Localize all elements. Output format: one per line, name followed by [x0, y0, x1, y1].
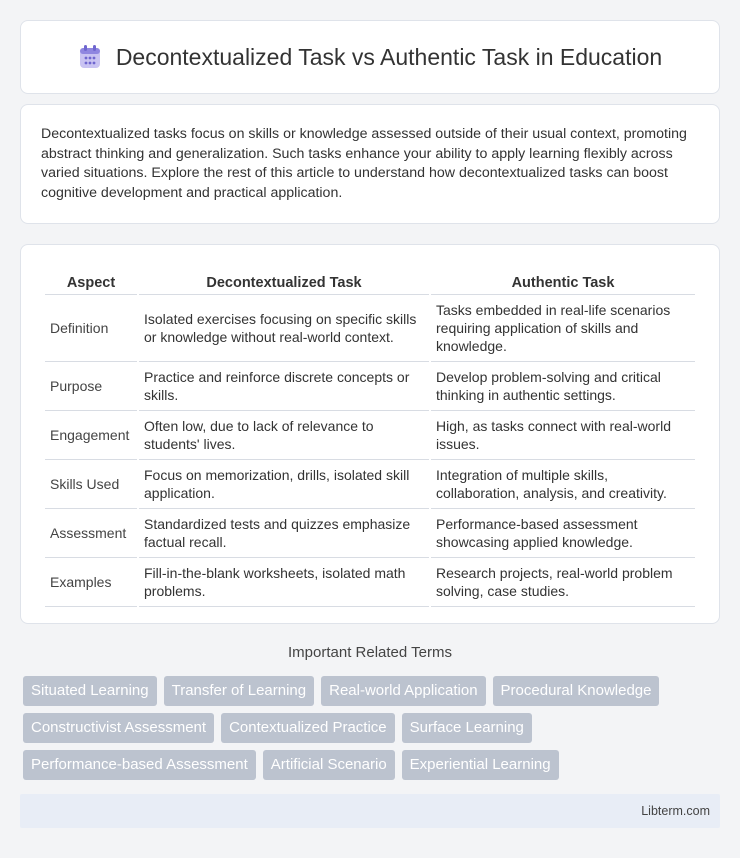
- row-authentic: High, as tasks connect with real-world issues.: [431, 411, 695, 460]
- row-decontextualized: Often low, due to lack of relevance to students' lives.: [139, 411, 429, 460]
- footer: [20, 794, 720, 828]
- comparison-table: [43, 265, 697, 607]
- tag-row: [23, 713, 723, 743]
- table-row: [45, 558, 695, 607]
- tag-row: [23, 676, 723, 706]
- header-card: [20, 20, 720, 94]
- tag-contextualized-practice[interactable]: Contextualized Practice: [221, 713, 395, 743]
- row-decontextualized: Practice and reinforce discrete concepts or skills.: [139, 362, 429, 411]
- tag-artificial-scenario[interactable]: Artificial Scenario: [263, 750, 395, 780]
- tag-procedural-knowledge[interactable]: Procedural Knowledge: [493, 676, 660, 706]
- row-decontextualized: Focus on memorization, drills, isolated skill application.: [139, 460, 429, 509]
- tag-row: [23, 750, 723, 780]
- footer-site-link[interactable]: Libterm.com: [641, 804, 710, 818]
- table-row: [45, 411, 695, 460]
- table-row: [45, 460, 695, 509]
- table-row: [45, 362, 695, 411]
- row-aspect: Purpose: [45, 362, 137, 411]
- table-row: [45, 509, 695, 558]
- row-aspect: Skills Used: [45, 460, 137, 509]
- row-aspect: Assessment: [45, 509, 137, 558]
- row-aspect: Engagement: [45, 411, 137, 460]
- row-authentic: Integration of multiple skills, collaboration, analysis, and creativity.: [431, 460, 695, 509]
- row-decontextualized: Fill-in-the-blank worksheets, isolated math problems.: [139, 558, 429, 607]
- tag-constructivist-assessment[interactable]: Constructivist Assessment: [23, 713, 214, 743]
- row-authentic: Develop problem-solving and critical thinking in authentic settings.: [431, 362, 695, 411]
- row-authentic: Tasks embedded in real-life scenarios requiring application of skills and knowledge.: [431, 295, 695, 362]
- tag-situated-learning[interactable]: Situated Learning: [23, 676, 157, 706]
- calendar-grid-icon: [78, 44, 102, 70]
- header-decontextualized: Decontextualized Task: [139, 265, 429, 295]
- tag-experiential-learning[interactable]: Experiential Learning: [402, 750, 559, 780]
- tag-performance-based-assessment[interactable]: Performance-based Assessment: [23, 750, 256, 780]
- tag-real-world-application[interactable]: Real-world Application: [321, 676, 485, 706]
- intro-card: [20, 104, 720, 224]
- header-aspect: Aspect: [45, 265, 137, 295]
- tag-transfer-of-learning[interactable]: Transfer of Learning: [164, 676, 315, 706]
- header-authentic: Authentic Task: [431, 265, 695, 295]
- table-header-row: [45, 265, 695, 295]
- row-aspect: Examples: [45, 558, 137, 607]
- tag-surface-learning[interactable]: Surface Learning: [402, 713, 532, 743]
- row-aspect: Definition: [45, 295, 137, 362]
- row-decontextualized: Standardized tests and quizzes emphasize factual recall.: [139, 509, 429, 558]
- related-terms-title: Important Related Terms: [288, 644, 452, 661]
- comparison-table-card: [20, 244, 720, 624]
- intro-text: Decontextualized tasks focus on skills or knowledge assessed outside of their usual context, promoting abstract thinking and generalization. Such tasks enhance your ability to apply learning flexibly across varied situations. Explore the rest of this article to understand how decontextualized tasks can boost cognitive development and practical application.: [41, 126, 687, 201]
- table-row: [45, 295, 695, 362]
- row-decontextualized: Isolated exercises focusing on specific skills or knowledge without real-world context.: [139, 295, 429, 362]
- row-authentic: Research projects, real-world problem solving, case studies.: [431, 558, 695, 607]
- row-authentic: Performance-based assessment showcasing applied knowledge.: [431, 509, 695, 558]
- related-terms-tags: [23, 676, 723, 787]
- page-title: Decontextualized Task vs Authentic Task in Education: [115, 43, 663, 70]
